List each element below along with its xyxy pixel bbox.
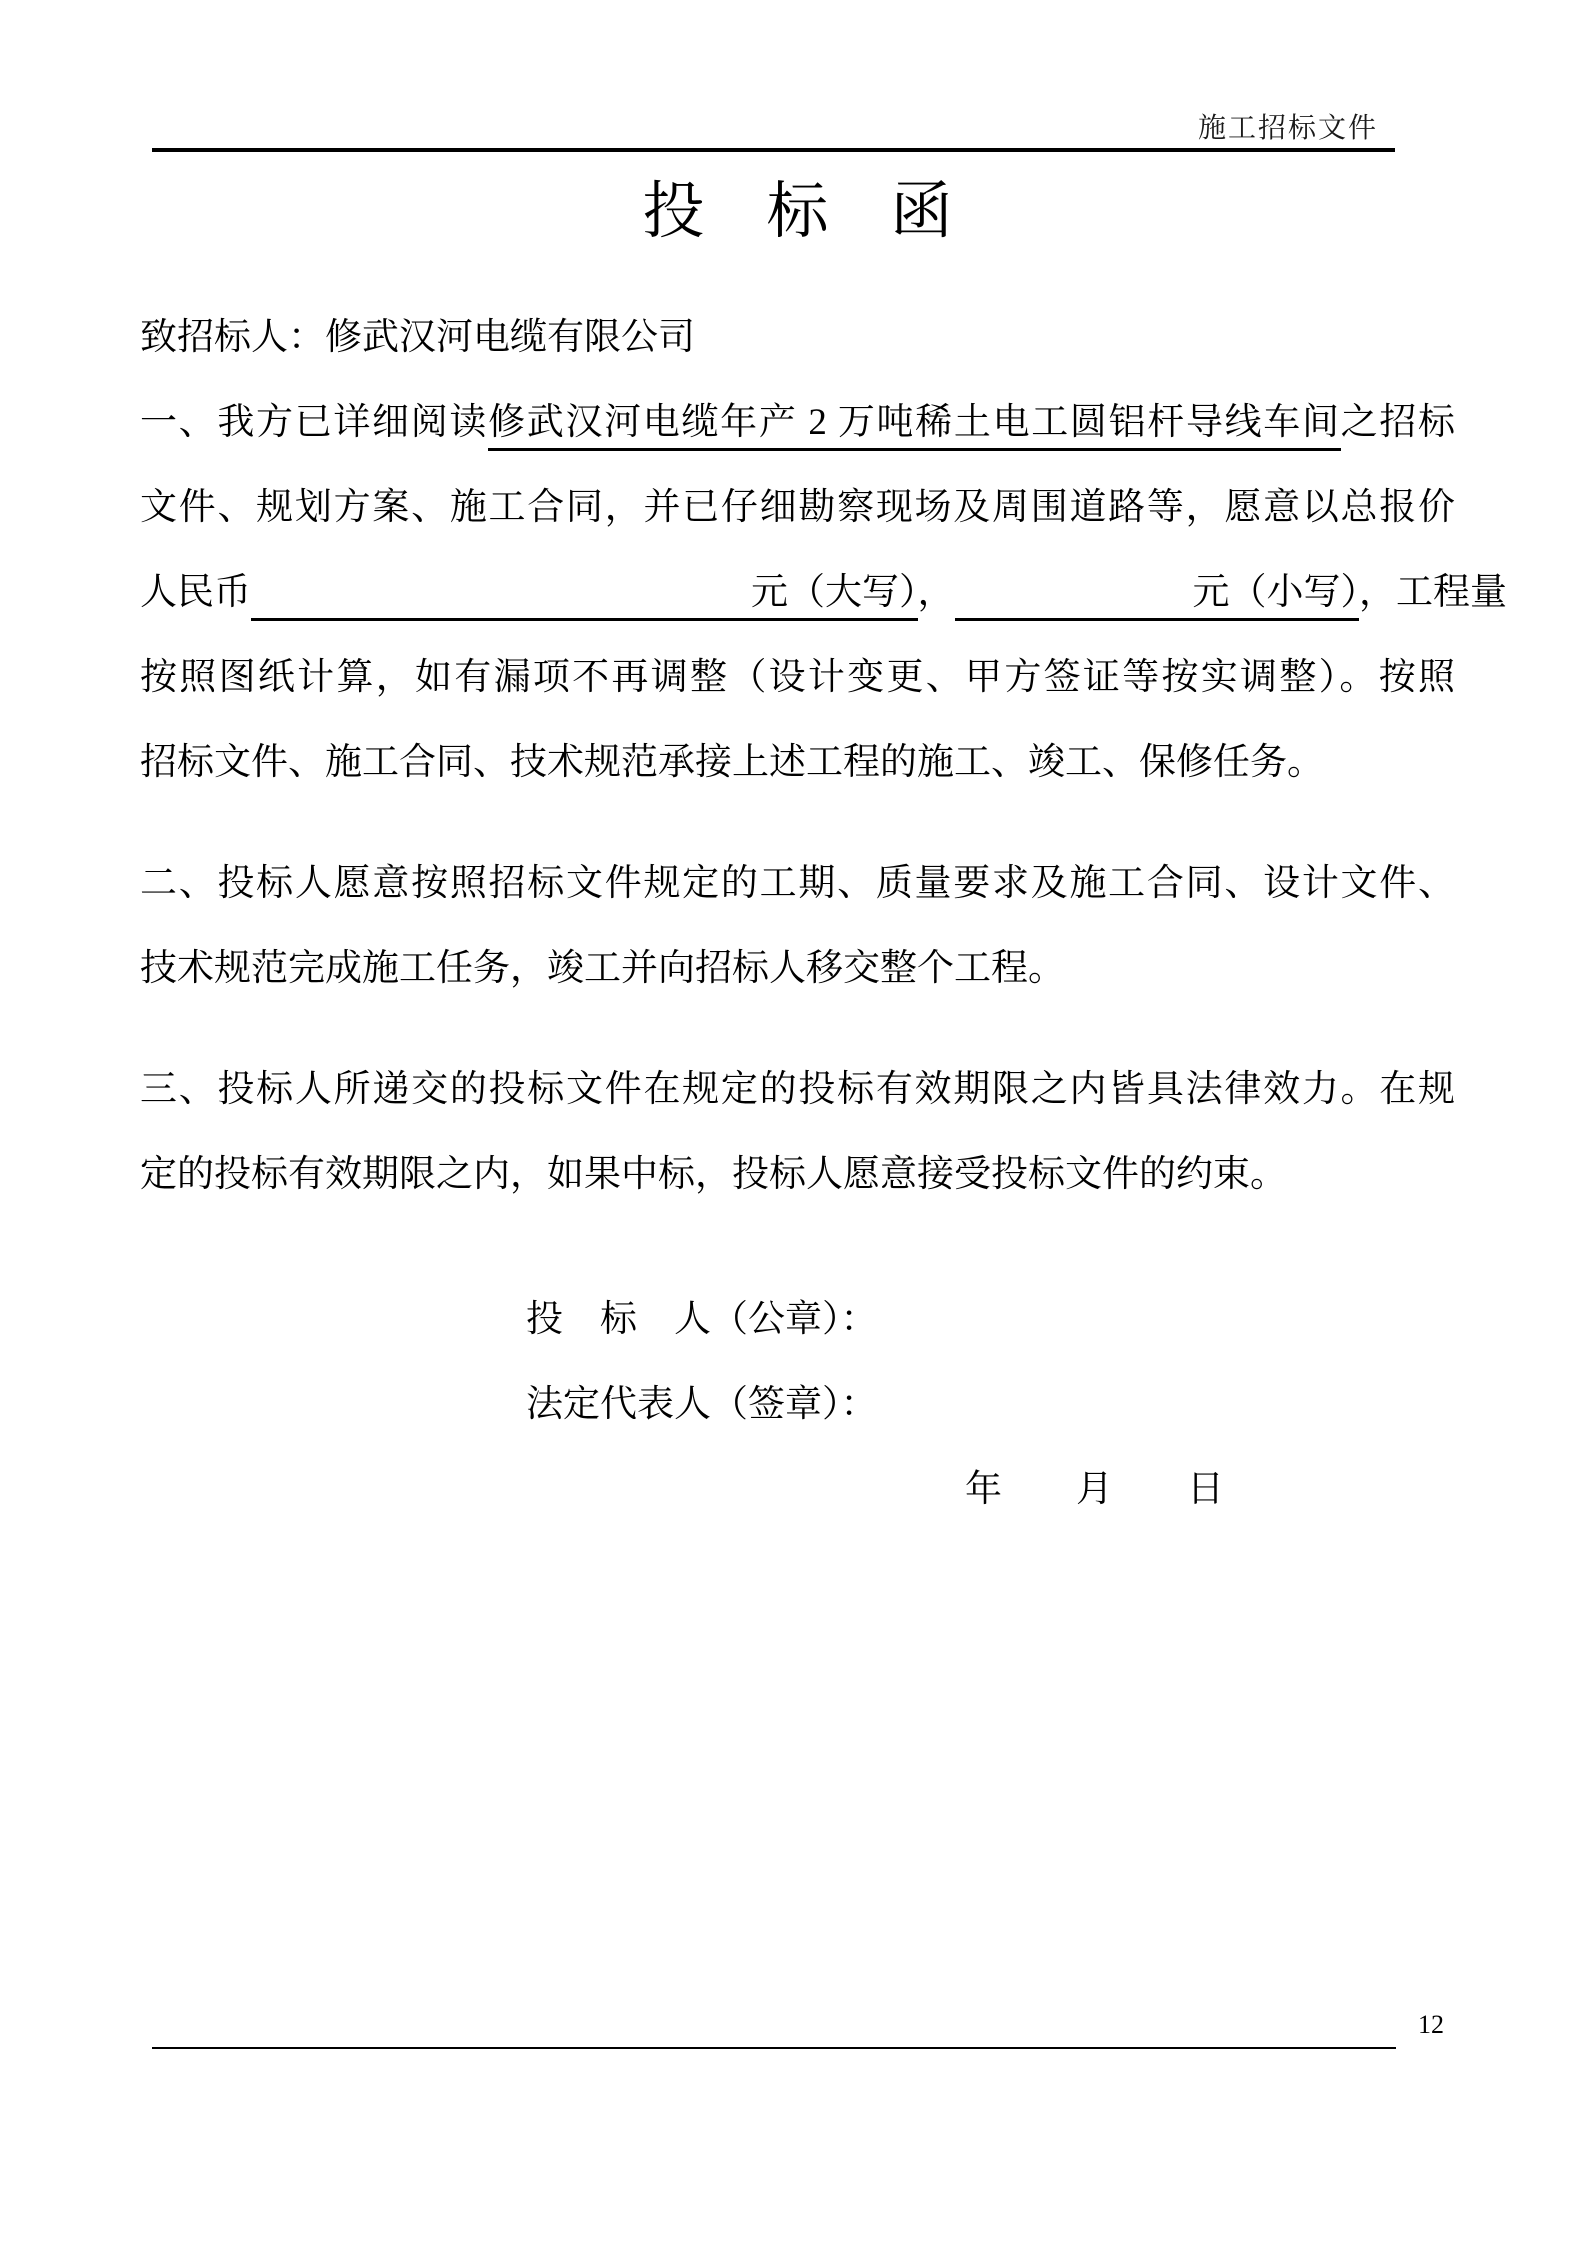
document-title: 投 标 函 — [642, 178, 953, 246]
p1-line-5-text: 招标文件、施工合同、技术规范承接上述工程的施工、竣工、保修任务。 — [140, 742, 1324, 783]
header-rule — [152, 148, 1395, 152]
p1-line-1-post: 之招标 — [1340, 402, 1456, 443]
p1-line-4 — [140, 635, 1455, 720]
addressee-value: 修武汉河电缆有限公司 — [325, 317, 695, 358]
header-doc-type-label: 施工招标文件 — [1198, 113, 1379, 144]
amount-numeric-group — [955, 572, 1360, 621]
legal-representative-label: 法定代表人（签章）： — [526, 1384, 878, 1425]
currency-label: 人民币 — [140, 572, 251, 613]
p1-line-3 — [140, 550, 1507, 635]
legal-representative-line — [140, 1362, 1455, 1447]
project-name-underlined: 修武汉河电缆年产 2 万吨稀土电工圆铝杆导线车间 — [488, 402, 1341, 451]
paragraph-3 — [140, 1047, 1455, 1217]
p2-line-2 — [140, 926, 1455, 1011]
p1-line-4-text: 按照图纸计算，如有漏项不再调整（设计变更、甲方签证等按实调整）。按照 — [140, 657, 1455, 698]
p3-line-1 — [140, 1047, 1455, 1132]
p1-line-3-post: ，工程量 — [1359, 572, 1507, 613]
p2-line-1 — [140, 841, 1455, 926]
p2-line-1-text: 二、投标人愿意按照招标文件规定的工期、质量要求及施工合同、设计文件、 — [140, 863, 1455, 904]
bidder-seal-line — [140, 1277, 1455, 1362]
p1-line-2 — [140, 465, 1455, 550]
p3-line-2-text: 定的投标有效期限之内，如果中标，投标人愿意接受投标文件的约束。 — [140, 1154, 1287, 1195]
addressee-line — [140, 295, 1455, 380]
amount-numeric-suffix: 元（小写） — [1192, 572, 1359, 613]
date-line-text: 年 月 日 — [965, 1469, 1224, 1510]
footer-rule — [152, 2047, 1396, 2049]
paragraph-2 — [140, 841, 1455, 1011]
amount-blank-numeric[interactable] — [955, 602, 1193, 604]
p1-line-1 — [140, 380, 1455, 465]
amount-blank-capital[interactable] — [251, 602, 751, 604]
date-line — [140, 1447, 1455, 1532]
p3-line-1-text: 三、投标人所递交的投标文件在规定的投标有效期限之内皆具法律效力。在规 — [140, 1069, 1455, 1110]
p1-line-3-comma: ， — [917, 572, 955, 613]
p1-line-2-text: 文件、规划方案、施工合同，并已仔细勘察现场及周围道路等，愿意以总报价 — [140, 487, 1455, 528]
p2-line-2-text: 技术规范完成施工任务，竣工并向招标人移交整个工程。 — [140, 948, 1065, 989]
amount-capital-group — [251, 572, 918, 621]
page-number: 12 — [1418, 2010, 1444, 2039]
document-body — [140, 295, 1507, 1532]
signature-block — [140, 1277, 1455, 1532]
addressee-label: 致招标人： — [140, 317, 325, 358]
amount-capital-suffix: 元（大写） — [751, 572, 918, 613]
p1-line-5 — [140, 720, 1455, 805]
p1-line-1-pre: 一、我方已详细阅读 — [140, 402, 489, 443]
bidder-seal-label: 投 标 人（公章）： — [526, 1299, 878, 1340]
paragraph-1 — [140, 380, 1507, 805]
p3-line-2 — [140, 1132, 1455, 1217]
